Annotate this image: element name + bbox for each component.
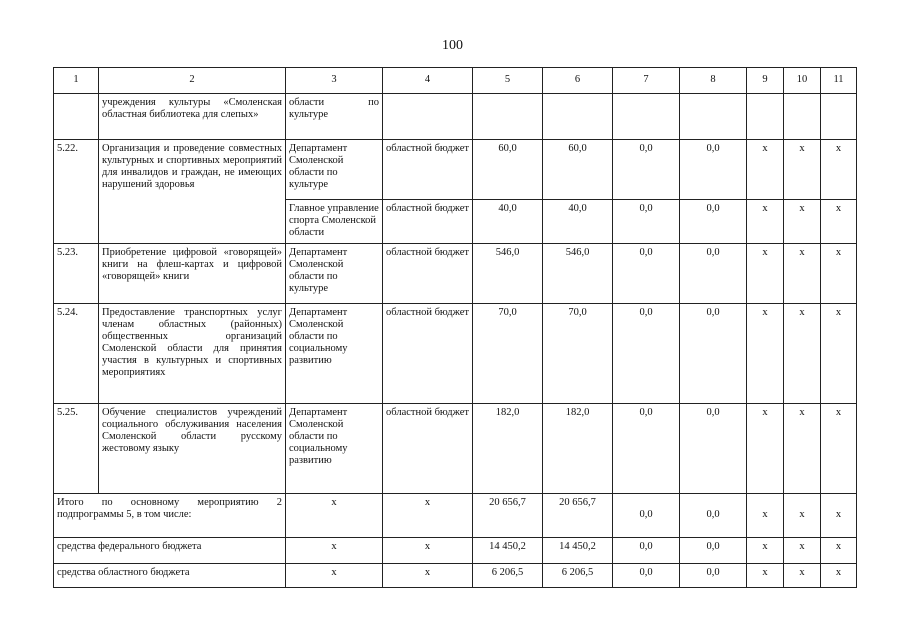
value-cell: 0,0 — [613, 404, 680, 494]
value-cell: х — [821, 404, 857, 494]
total-label: средства областного бюджета — [54, 564, 286, 588]
value-cell: 0,0 — [613, 564, 680, 588]
table-row — [54, 244, 857, 304]
measure-name: Обучение специалистов учреждений социального обслуживания населения Смоленской области русскому жестовому языку — [99, 404, 286, 494]
header-cell: 10 — [784, 68, 821, 94]
value-cell: 0,0 — [613, 244, 680, 304]
header-cell: 1 — [54, 68, 99, 94]
value-cell: х — [821, 538, 857, 564]
value-cell: 0,0 — [680, 140, 747, 200]
value-cell: х — [383, 494, 473, 538]
value-cell: 14 450,2 — [473, 538, 543, 564]
value-cell: 0,0 — [680, 200, 747, 244]
table-row — [54, 140, 857, 200]
value-cell: х — [784, 564, 821, 588]
value-cell: х — [784, 200, 821, 244]
total-row — [54, 538, 857, 564]
value-cell: 182,0 — [473, 404, 543, 494]
row-number-cell — [54, 94, 99, 140]
budget-table — [53, 67, 857, 588]
value-cell: 0,0 — [613, 200, 680, 244]
value-cell: х — [747, 564, 784, 588]
page-number: 100 — [442, 38, 463, 53]
value-cell: х — [747, 244, 784, 304]
total-row — [54, 564, 857, 588]
row-number: 5.23. — [54, 244, 99, 304]
value-cell: 0,0 — [613, 494, 680, 538]
executor: Департамент Смоленской области по социальному развитию — [286, 404, 383, 494]
row-number: 5.24. — [54, 304, 99, 404]
value-cell: 0,0 — [680, 404, 747, 494]
funding-source: областной бюджет — [383, 140, 473, 200]
total-label: средства федерального бюджета — [54, 538, 286, 564]
value-cell: 40,0 — [543, 200, 613, 244]
value-cell: 6 206,5 — [543, 564, 613, 588]
row-number: 5.22. — [54, 140, 99, 244]
executor: области по культуре — [286, 94, 383, 140]
value-cell: х — [821, 140, 857, 200]
value-cell: 0,0 — [680, 538, 747, 564]
value-cell: 14 450,2 — [543, 538, 613, 564]
value-cell: х — [784, 404, 821, 494]
value-cell: 0,0 — [680, 304, 747, 404]
value-cell: х — [747, 140, 784, 200]
measure-name: Приобретение цифровой «говорящей» книги на флеш-картах и цифровой «говорящей» книги — [99, 244, 286, 304]
table-row — [54, 94, 857, 140]
value-cell: х — [747, 200, 784, 244]
header-cell: 3 — [286, 68, 383, 94]
measure-name: Предоставление транспортных услуг членам областных (районных) общественных организаций Смоленской области для принятия участия в культурных и спортивных мероприятиях — [99, 304, 286, 404]
header-cell: 11 — [821, 68, 857, 94]
value-cell: 60,0 — [543, 140, 613, 200]
value-cell: 0,0 — [613, 304, 680, 404]
value-cell: 20 656,7 — [473, 494, 543, 538]
value-cell: х — [821, 200, 857, 244]
value-cell: х — [286, 564, 383, 588]
value-cell: х — [821, 244, 857, 304]
value-cell: 0,0 — [680, 244, 747, 304]
header-cell: 2 — [99, 68, 286, 94]
value-cell: х — [821, 494, 857, 538]
value-cell: х — [747, 404, 784, 494]
header-cell: 8 — [680, 68, 747, 94]
measure-name: учреждения культуры «Смоленская областная библиотека для слепых» — [99, 94, 286, 140]
value-cell: х — [747, 494, 784, 538]
funding-source: областной бюджет — [383, 200, 473, 244]
value-cell: 546,0 — [543, 244, 613, 304]
funding-source: областной бюджет — [383, 304, 473, 404]
value-cell: х — [821, 304, 857, 404]
value-cell: 20 656,7 — [543, 494, 613, 538]
value-cell: 70,0 — [543, 304, 613, 404]
total-label: Итого по основному мероприятию 2 подпрограммы 5, в том числе: — [54, 494, 286, 538]
header-cell: 6 — [543, 68, 613, 94]
value-cell: 60,0 — [473, 140, 543, 200]
executor: Главное управление спорта Смоленской области — [286, 200, 383, 244]
header-cell: 5 — [473, 68, 543, 94]
value-cell: 0,0 — [680, 494, 747, 538]
value-cell: х — [383, 538, 473, 564]
value-cell: х — [784, 244, 821, 304]
header-cell: 4 — [383, 68, 473, 94]
value-cell: 0,0 — [613, 140, 680, 200]
measure-name: Организация и проведение совместных культурных и спортивных мероприятий для инвалидов и граждан, не имеющих нарушений здоровья — [99, 140, 286, 244]
executor: Департамент Смоленской области по социальному развитию — [286, 304, 383, 404]
value-cell: х — [286, 538, 383, 564]
header-cell: 9 — [747, 68, 784, 94]
total-row — [54, 494, 857, 538]
header-cell: 7 — [613, 68, 680, 94]
row-number: 5.25. — [54, 404, 99, 494]
value-cell: х — [747, 538, 784, 564]
value-cell: х — [784, 140, 821, 200]
value-cell: 0,0 — [613, 538, 680, 564]
value-cell: 546,0 — [473, 244, 543, 304]
value-cell: х — [821, 564, 857, 588]
value-cell: 182,0 — [543, 404, 613, 494]
executor: Департамент Смоленской области по культуре — [286, 244, 383, 304]
executor: Департамент Смоленской области по культуре — [286, 140, 383, 200]
table-row — [54, 304, 857, 404]
funding-source: областной бюджет — [383, 404, 473, 494]
value-cell: х — [383, 564, 473, 588]
value-cell: х — [784, 304, 821, 404]
value-cell: х — [784, 538, 821, 564]
value-cell: 6 206,5 — [473, 564, 543, 588]
value-cell: 0,0 — [680, 564, 747, 588]
value-cell: 70,0 — [473, 304, 543, 404]
table-row — [54, 404, 857, 494]
value-cell: 40,0 — [473, 200, 543, 244]
value-cell: х — [784, 494, 821, 538]
value-cell: х — [747, 304, 784, 404]
value-cell: х — [286, 494, 383, 538]
funding-source: областной бюджет — [383, 244, 473, 304]
header-row — [54, 68, 857, 94]
